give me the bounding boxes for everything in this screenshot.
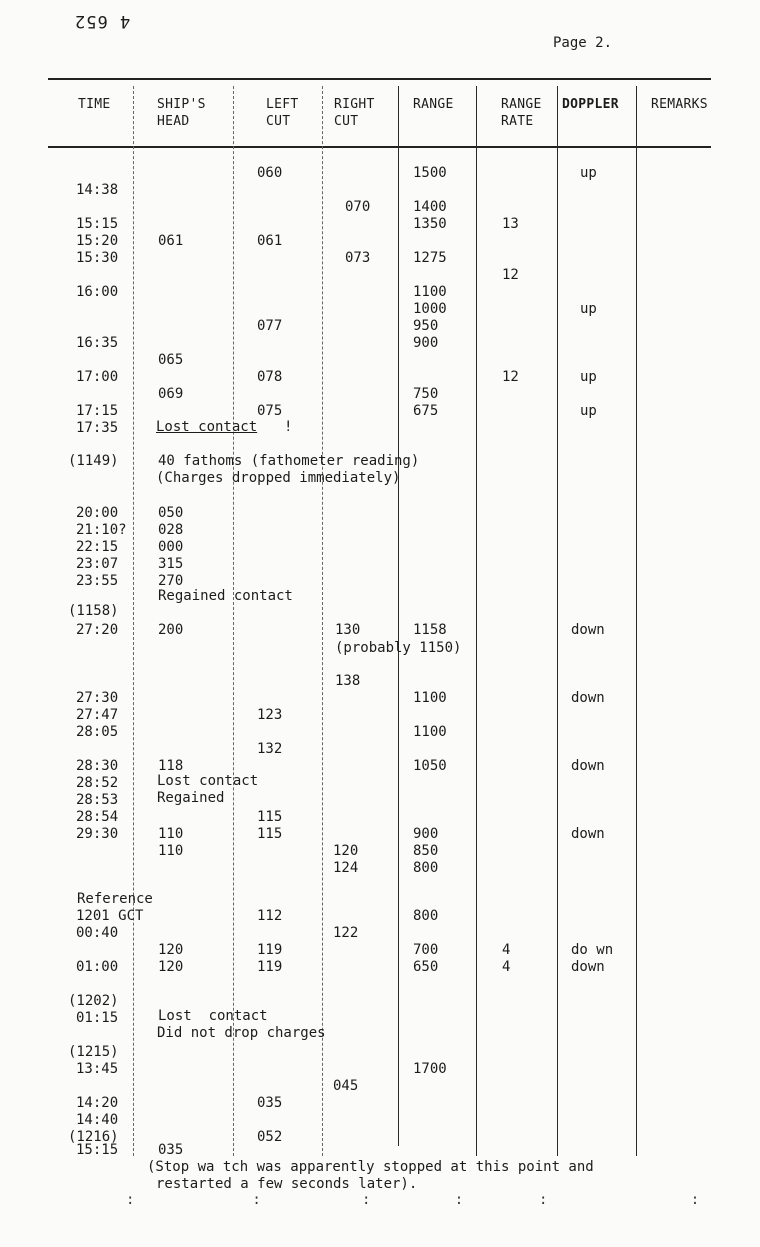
cell-range: 1275 xyxy=(413,250,447,266)
col-sep-time-head xyxy=(133,86,134,1156)
cell-range: 800 xyxy=(413,860,439,876)
note-lost-contact-1: Lost contact xyxy=(156,419,258,435)
cell-time: 28:53 xyxy=(76,792,119,808)
col-sep-left-right xyxy=(322,86,323,1156)
note-stopwatch-1: (Stop wa tch was apparently stopped at this point and xyxy=(147,1159,594,1175)
cell-left: 115 xyxy=(257,826,283,842)
header-time: TIME xyxy=(78,97,111,112)
cell-range: 1100 xyxy=(413,690,447,706)
cell-left: 035 xyxy=(257,1095,283,1111)
cell-range: 950 xyxy=(413,318,439,334)
note-exclaim: ! xyxy=(284,419,293,435)
cell-range: 675 xyxy=(413,403,439,419)
cell-head: 069 xyxy=(158,386,184,402)
cell-left: 060 xyxy=(257,165,283,181)
cell-head: 061 xyxy=(158,233,184,249)
cell-left: 052 xyxy=(257,1129,283,1145)
cell-rate: 4 xyxy=(502,959,511,975)
note-charges-dropped: (Charges dropped immediately) xyxy=(156,470,401,486)
cell-range: 850 xyxy=(413,843,439,859)
note-lost-contact-2: Lost contact xyxy=(157,773,259,789)
cell-head: 270 xyxy=(158,573,184,589)
cell-right: 120 xyxy=(333,843,359,859)
note-stopwatch-2: restarted a few seconds later). xyxy=(156,1176,418,1192)
header-remarks: REMARKS xyxy=(651,97,708,112)
cell-time: (1215) xyxy=(68,1044,119,1060)
cell-time: 15:30 xyxy=(76,250,119,266)
note-probably-1150: (probably 1150) xyxy=(335,640,462,656)
cell-right: 130 xyxy=(335,622,361,638)
cell-time: 23:55 xyxy=(76,573,119,589)
cell-right: 073 xyxy=(345,250,371,266)
cell-range: 650 xyxy=(413,959,439,975)
cell-head: 120 xyxy=(158,942,184,958)
cell-time: 23:07 xyxy=(76,556,119,572)
header-top-rule xyxy=(48,78,711,80)
cell-range: 1700 xyxy=(413,1061,447,1077)
cell-doppler: down xyxy=(571,758,605,774)
cell-time: 15:20 xyxy=(76,233,119,249)
col-sep-right-range xyxy=(398,86,399,1146)
note-lost-contact-3: Lost contact xyxy=(158,1008,268,1024)
cell-doppler: up xyxy=(580,403,597,419)
cell-head: 110 xyxy=(158,843,184,859)
footer-colon-marks: : : : : : : xyxy=(126,1192,700,1208)
col-sep-head-left xyxy=(233,86,234,1156)
cell-head: 118 xyxy=(158,758,184,774)
cell-range: 1500 xyxy=(413,165,447,181)
cell-left: 132 xyxy=(257,741,283,757)
cell-time: 20:00 xyxy=(76,505,119,521)
cell-time: 17:35 xyxy=(76,420,119,436)
cell-range: 1400 xyxy=(413,199,447,215)
cell-rate: 4 xyxy=(502,942,511,958)
cell-head: 120 xyxy=(158,959,184,975)
cell-time: (1202) xyxy=(68,993,119,1009)
cell-doppler: up xyxy=(580,369,597,385)
cell-rate: 12 xyxy=(502,267,519,283)
cell-range: 700 xyxy=(413,942,439,958)
cell-range: 1000 xyxy=(413,301,447,317)
cell-time: 27:20 xyxy=(76,622,119,638)
cell-time: (1149) xyxy=(68,453,119,469)
cell-time: (1216) xyxy=(68,1129,119,1145)
cell-head: 315 xyxy=(158,556,184,572)
cell-time: 14:40 xyxy=(76,1112,119,1128)
cell-time: 17:15 xyxy=(76,403,119,419)
cell-left: 077 xyxy=(257,318,283,334)
cell-range: 900 xyxy=(413,826,439,842)
cell-time: 17:00 xyxy=(76,369,119,385)
header-range-rate: RANGE RATE xyxy=(501,97,542,129)
cell-range: 800 xyxy=(413,908,439,924)
cell-range: 1100 xyxy=(413,284,447,300)
cell-doppler: do wn xyxy=(571,942,614,958)
cell-left: 119 xyxy=(257,959,283,975)
header-left-cut: LEFT CUT xyxy=(266,97,299,129)
cell-time: 16:00 xyxy=(76,284,119,300)
cell-time: 01:00 xyxy=(76,959,119,975)
cell-time: 28:52 xyxy=(76,775,119,791)
cell-head: 065 xyxy=(158,352,184,368)
header-doppler: DOPPLER xyxy=(562,97,619,112)
cell-head: 110 xyxy=(158,826,184,842)
cell-right: 138 xyxy=(335,673,361,689)
cell-doppler: down xyxy=(571,959,605,975)
cell-rate: 13 xyxy=(502,216,519,232)
header-ships-head: SHIP'S HEAD xyxy=(157,97,206,129)
cell-time: 00:40 xyxy=(76,925,119,941)
cell-time: 14:38 xyxy=(76,182,119,198)
document-stamp: 4 652 xyxy=(74,11,131,31)
col-sep-rate-doppler xyxy=(557,86,558,1156)
cell-head: 050 xyxy=(158,505,184,521)
cell-doppler: up xyxy=(580,301,597,317)
cell-left: 078 xyxy=(257,369,283,385)
cell-left: 061 xyxy=(257,233,283,249)
cell-time: 28:05 xyxy=(76,724,119,740)
header-right-cut: RIGHT CUT xyxy=(334,97,375,129)
cell-time: 14:20 xyxy=(76,1095,119,1111)
note-regained: Regained xyxy=(157,790,225,806)
cell-range: 1050 xyxy=(413,758,447,774)
cell-range: 1158 xyxy=(413,622,447,638)
col-sep-doppler-remarks xyxy=(636,86,637,1156)
cell-doppler: down xyxy=(571,622,605,638)
cell-range: 900 xyxy=(413,335,439,351)
cell-time: 28:30 xyxy=(76,758,119,774)
cell-left: 075 xyxy=(257,403,283,419)
cell-doppler: down xyxy=(571,690,605,706)
page-label: Page 2. xyxy=(553,35,613,51)
cell-range: 1100 xyxy=(413,724,447,740)
cell-left: 112 xyxy=(257,908,283,924)
cell-head: 035 xyxy=(158,1142,184,1158)
cell-right: 122 xyxy=(333,925,359,941)
cell-time: 16:35 xyxy=(76,335,119,351)
cell-time: (1158) xyxy=(68,603,119,619)
note-regained-contact: Regained contact xyxy=(158,588,293,604)
cell-range: 750 xyxy=(413,386,439,402)
cell-right: 070 xyxy=(345,199,371,215)
cell-time: 27:30 xyxy=(76,690,119,706)
note-reference: Reference xyxy=(77,891,153,907)
cell-time: 27:47 xyxy=(76,707,119,723)
cell-time: 22:15 xyxy=(76,539,119,555)
cell-time: 13:45 xyxy=(76,1061,119,1077)
cell-time: 28:54 xyxy=(76,809,119,825)
cell-time: 29:30 xyxy=(76,826,119,842)
cell-head: 200 xyxy=(158,622,184,638)
cell-rate: 12 xyxy=(502,369,519,385)
cell-right: 045 xyxy=(333,1078,359,1094)
cell-time: 01:15 xyxy=(76,1010,119,1026)
cell-range: 1350 xyxy=(413,216,447,232)
cell-head: 000 xyxy=(158,539,184,555)
cell-time: 15:15 xyxy=(76,216,119,232)
header-range: RANGE xyxy=(413,97,454,112)
cell-doppler: up xyxy=(580,165,597,181)
col-sep-range-rate xyxy=(476,86,477,1156)
cell-left: 115 xyxy=(257,809,283,825)
cell-time: 21:10? xyxy=(76,522,127,538)
cell-left: 119 xyxy=(257,942,283,958)
cell-time: 1201 GCT xyxy=(76,908,144,924)
cell-doppler: down xyxy=(571,826,605,842)
note-fathometer: 40 fathoms (fathometer reading) xyxy=(158,453,420,469)
cell-time: 15:15 xyxy=(76,1142,119,1158)
cell-left: 123 xyxy=(257,707,283,723)
note-no-charges: Did not drop charges xyxy=(157,1025,326,1041)
cell-head: 028 xyxy=(158,522,184,538)
header-bottom-rule xyxy=(48,146,711,148)
cell-right: 124 xyxy=(333,860,359,876)
